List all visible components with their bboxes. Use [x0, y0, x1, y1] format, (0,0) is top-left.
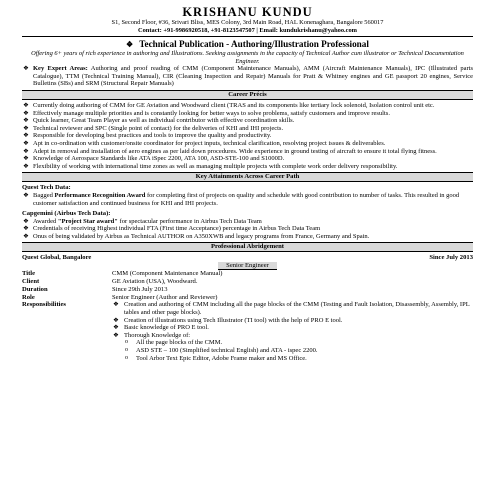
- table-row: [22, 301, 473, 362]
- diamond-bullet-icon: ❖: [23, 162, 29, 170]
- quest-tech-data-heading: Quest Tech Data:: [22, 184, 71, 192]
- diamond-icon: ❖: [126, 40, 134, 49]
- company-since: Since July 2013: [429, 254, 473, 262]
- list-item: ❖ Responsible for developing best practices and tools to improve the quality and productivity.: [23, 132, 272, 140]
- diamond-bullet-icon: ❖: [23, 117, 29, 125]
- quest-attainments-list: [22, 192, 473, 207]
- list-item: ❖ Technical reviewer and SPC (Single point of contact) for the deliveries of KHI and IHI projects.: [23, 124, 284, 132]
- address-line: S1, Second Floor, #36, Srivari Bliss, MES Colony, 3rd Main Road, HAL Konenaghara, Bangalore 560017: [111, 19, 384, 26]
- company-name: Quest Global, Bangalore: [22, 254, 92, 262]
- list-item: o All the page blocks of the CMM.: [125, 339, 223, 347]
- list-item: ❖ Flexibility of working with international time zones as well as managing multiple projects with complete work order delivery responsibility.: [23, 162, 398, 170]
- objective-text: Offering 6+ years of rich experience in authoring and Illustrations. Seeking assignments in the capacity of Technical Author cum illustrator or Technical Documentation Engineer.: [31, 50, 464, 65]
- diamond-bullet-icon: ❖: [113, 316, 119, 324]
- circle-bullet-icon: o: [125, 354, 128, 361]
- diamond-bullet-icon: ❖: [23, 109, 29, 117]
- list-item: o ASD STE – 100 (Simplified technical English) and ATA - ispec 2200.: [125, 347, 318, 355]
- candidate-name: KRISHANU KUNDU: [182, 5, 313, 19]
- key-areas-item: [22, 65, 473, 88]
- list-item: ❖ Bagged Performance Recognition Award for completing first of projects on quality and schedule with good contribution to number of tasks. This resulted in good customer satisfaction and continued business for KHI and IHI projects.: [23, 192, 460, 207]
- headline-title: Technical Publication - Authoring/Illustration Professional: [139, 39, 369, 49]
- list-item: ❖ Quick learner, Great Team Player as well as individual contributor with effective coordination skills.: [23, 117, 295, 125]
- capgemini-attainments-list: [22, 218, 473, 241]
- header-divider: [22, 36, 473, 37]
- key-areas-text: Authoring and proof reading of CMM (Component Maintenance Manuals), AMM (Aircraft Maintenance Manuals), IPC (Illustrated parts Catalogue), TTM (Technical Training Manual), CIR (Cleaning Inspection and Repair) Manuals for Pratt & Whitney engines and GE passport 20 engines, Service Bulletins (SBs) and SRM (Structural Repair Manuals): [33, 65, 473, 88]
- diamond-bullet-icon: ❖: [23, 192, 29, 200]
- table-row: Title CMM (Component Maintenance Manual): [22, 270, 223, 278]
- section-career-precis: Career Précis: [22, 90, 473, 100]
- contact-line: Contact: +91-9986920518, +91-8123547507 | Email: kundukrishanu@yahoo.com: [138, 27, 357, 34]
- role-bar: Senior Engineer: [22, 262, 473, 270]
- career-precis-list: [22, 102, 473, 170]
- knowledge-sub-list: [124, 339, 473, 362]
- diamond-bullet-icon: ❖: [23, 155, 29, 163]
- circle-bullet-icon: o: [125, 347, 128, 354]
- table-row: Role Senior Engineer (Author and Reviewer): [22, 293, 218, 301]
- diamond-bullet-icon: ❖: [23, 132, 29, 140]
- diamond-bullet-icon: ❖: [23, 232, 29, 240]
- list-item: ❖ Basic knowledge of PRO E tool.: [113, 324, 209, 332]
- list-item: ❖ Awarded "Project Star award" for spectacular performance in Airbus Tech Data Team: [23, 217, 262, 225]
- key-areas-list: [22, 65, 473, 88]
- list-item: ❖ Adept in removal and installation of aero engines as per laid down procedures. Wide experience in ground testing of aircraft to ensure it total flying fitness.: [23, 147, 437, 155]
- table-row: Duration Since 29th July 2013: [22, 285, 168, 293]
- key-areas-label: Key Expert Areas:: [33, 65, 88, 73]
- project-details-table: [22, 270, 473, 362]
- diamond-bullet-icon: ❖: [23, 225, 29, 233]
- responsibilities-list: [112, 301, 473, 339]
- list-item: o Tool Arbor Text Epic Editor, Adobe Frame maker and MS Office.: [125, 354, 307, 362]
- company-row: [22, 254, 473, 262]
- section-professional-abridgement: Professional Abridgement: [22, 242, 473, 252]
- diamond-bullet-icon: ❖: [23, 101, 29, 109]
- section-key-attainments: Key Attainments Across Career Path: [22, 172, 473, 182]
- list-item: ❖ Onus of being validated by Airbus as Technical AUTHOR on A350XWB and legacy programs from France, Germany and Spain.: [23, 232, 370, 240]
- diamond-bullet-icon: ❖: [23, 65, 29, 73]
- diamond-bullet-icon: ❖: [23, 139, 29, 147]
- list-item: ❖ Creation of illustrations using Tech Illustrator (TI tool) with the help of PRO E tool.: [113, 316, 343, 324]
- diamond-bullet-icon: ❖: [23, 124, 29, 132]
- diamond-bullet-icon: ❖: [23, 217, 29, 225]
- list-item: ❖ Creation and authoring of CMM including all the page blocks of the CMM (Testing and Fault Isolation, Disassembly, Assembly, IPL tables and other page blocks).: [113, 301, 470, 317]
- list-item: ❖ Currently doing authoring of CMM for GE Aviation and Woodward client (TRAS and its components like tertiary lock solenoid, Isolation control unit etc.: [23, 101, 435, 109]
- diamond-bullet-icon: ❖: [113, 324, 119, 332]
- responsibilities-label: Responsibilities: [22, 301, 66, 309]
- table-row: Client GE Aviation (USA), Woodward.: [22, 278, 198, 286]
- diamond-bullet-icon: ❖: [113, 331, 119, 339]
- list-item: ❖ Effectively manage multiple priorities and is constantly looking for better ways to solve problems, satisfy customers and improve results.: [23, 109, 390, 117]
- diamond-bullet-icon: ❖: [113, 301, 119, 309]
- list-item: ❖ Knowledge of Aerospace Standards like ATA iSpec 2200, ATA 100, ASD-STE-100 and S1000D.: [23, 155, 285, 163]
- circle-bullet-icon: o: [125, 339, 128, 346]
- headline: [22, 39, 473, 50]
- list-item: ❖ Credentials of receiving Highest individual FTA (First time Acceptance) percentage in Airbus Tech Data Team: [23, 225, 321, 233]
- list-item: ❖ Apt in co-ordination with customer/onsite coordinator for project inputs, technical clarification, resolving project issues & deliverables.: [23, 139, 386, 147]
- list-item: ❖ Thorough Knowledge of:: [113, 331, 191, 339]
- capgemini-heading: Capgemini (Airbus Tech Data):: [22, 209, 111, 217]
- diamond-bullet-icon: ❖: [23, 147, 29, 155]
